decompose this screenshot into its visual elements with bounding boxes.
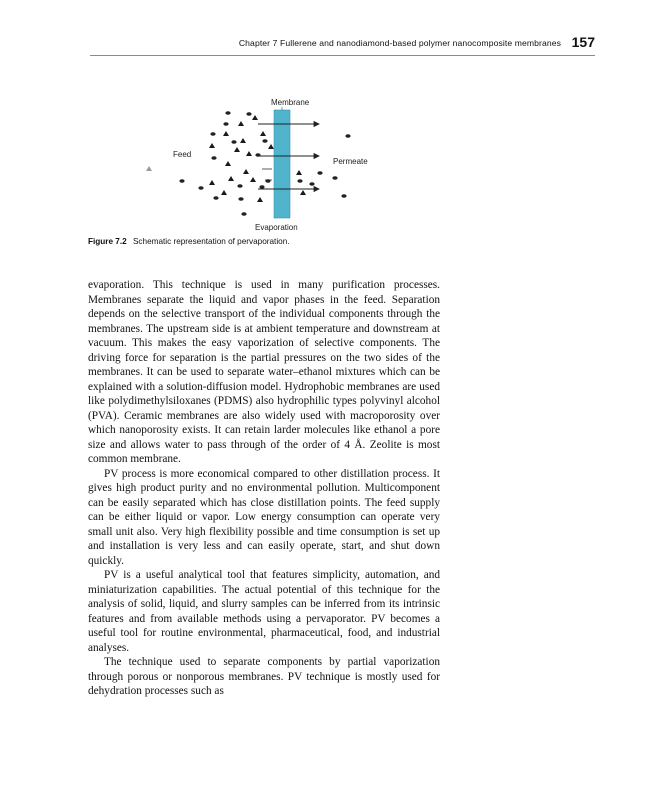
paragraph: PV is a useful analytical tool that features simplicity, automation, and miniaturization capabilities. The actual potential of this technique for the analysis of solid, liquid, and slurry samples can be inferred from its intrinsic features and from available methods using a pervaporator. PV becomes a useful tool for routine environmental, pharmaceutical, food, and industrial analyses.: [88, 569, 440, 654]
pervaporation-figure: [0, 0, 648, 260]
paragraph: evaporation. This technique is used in many purification processes. Membranes separate the liquid and vapor phases in the feed. Separation depends on the selective transport of the individual components through the membranes. The upstream side is at ambient temperature and downstream at vacuum. This makes the easy vaporization of selective components. The driving force for separation is the partial pressures on the two sides of the membranes. It can be used to separate water–ethanol mixtures which can be explained with a solution-diffusion model. Hydrophobic membranes are used like polydimethylsiloxanes (PDMS) also hydrophilic types polyvinyl alcohol (PVA). Ceramic membranes are also widely used with macroporosity over which nanoporosity exists. It can retain larder molecules like ethanol a pore size and allows water to pass through of the order of 4 Å. Zeolite is most common membrane.: [88, 279, 440, 465]
membrane-label: Membrane: [271, 98, 310, 107]
pervaporation-diagram: [0, 0, 648, 260]
paragraph: PV process is more economical compared to other distillation process. It gives high product purity and no environmental pollution. Multicomponent can be easily separated which has close distillation points. The feed supply can be either liquid or vapor. Low energy consumption can operate very small unit also. Very high flexibility possible and time consumption is set up and installation is very less and can easily operate, start, and shut down quickly.: [88, 467, 440, 567]
body-text: [88, 278, 440, 699]
feed-triangles: [146, 115, 274, 202]
feed-label: Feed: [173, 150, 192, 159]
chapter-title: Chapter 7 Fullerene and nanodiamond-based polymer nanocomposite membranes: [238, 38, 561, 48]
figure-caption: [88, 237, 588, 246]
permeate-label: Permeate: [333, 157, 368, 166]
evaporation-label: Evaporation: [255, 223, 298, 232]
figure-caption-text: Schematic representation of pervaporation.: [132, 237, 290, 246]
membrane-bar: [274, 110, 290, 218]
feed-discs: [179, 111, 270, 216]
permeate-molecules: [296, 134, 351, 198]
page-number: 157: [571, 34, 595, 50]
paragraph: The technique used to separate components by partial vaporization through porous or nonporous membranes. PV technique is mostly used for dehydration processes such as: [88, 656, 440, 697]
figure-caption-label: Figure 7.2: [88, 237, 127, 246]
